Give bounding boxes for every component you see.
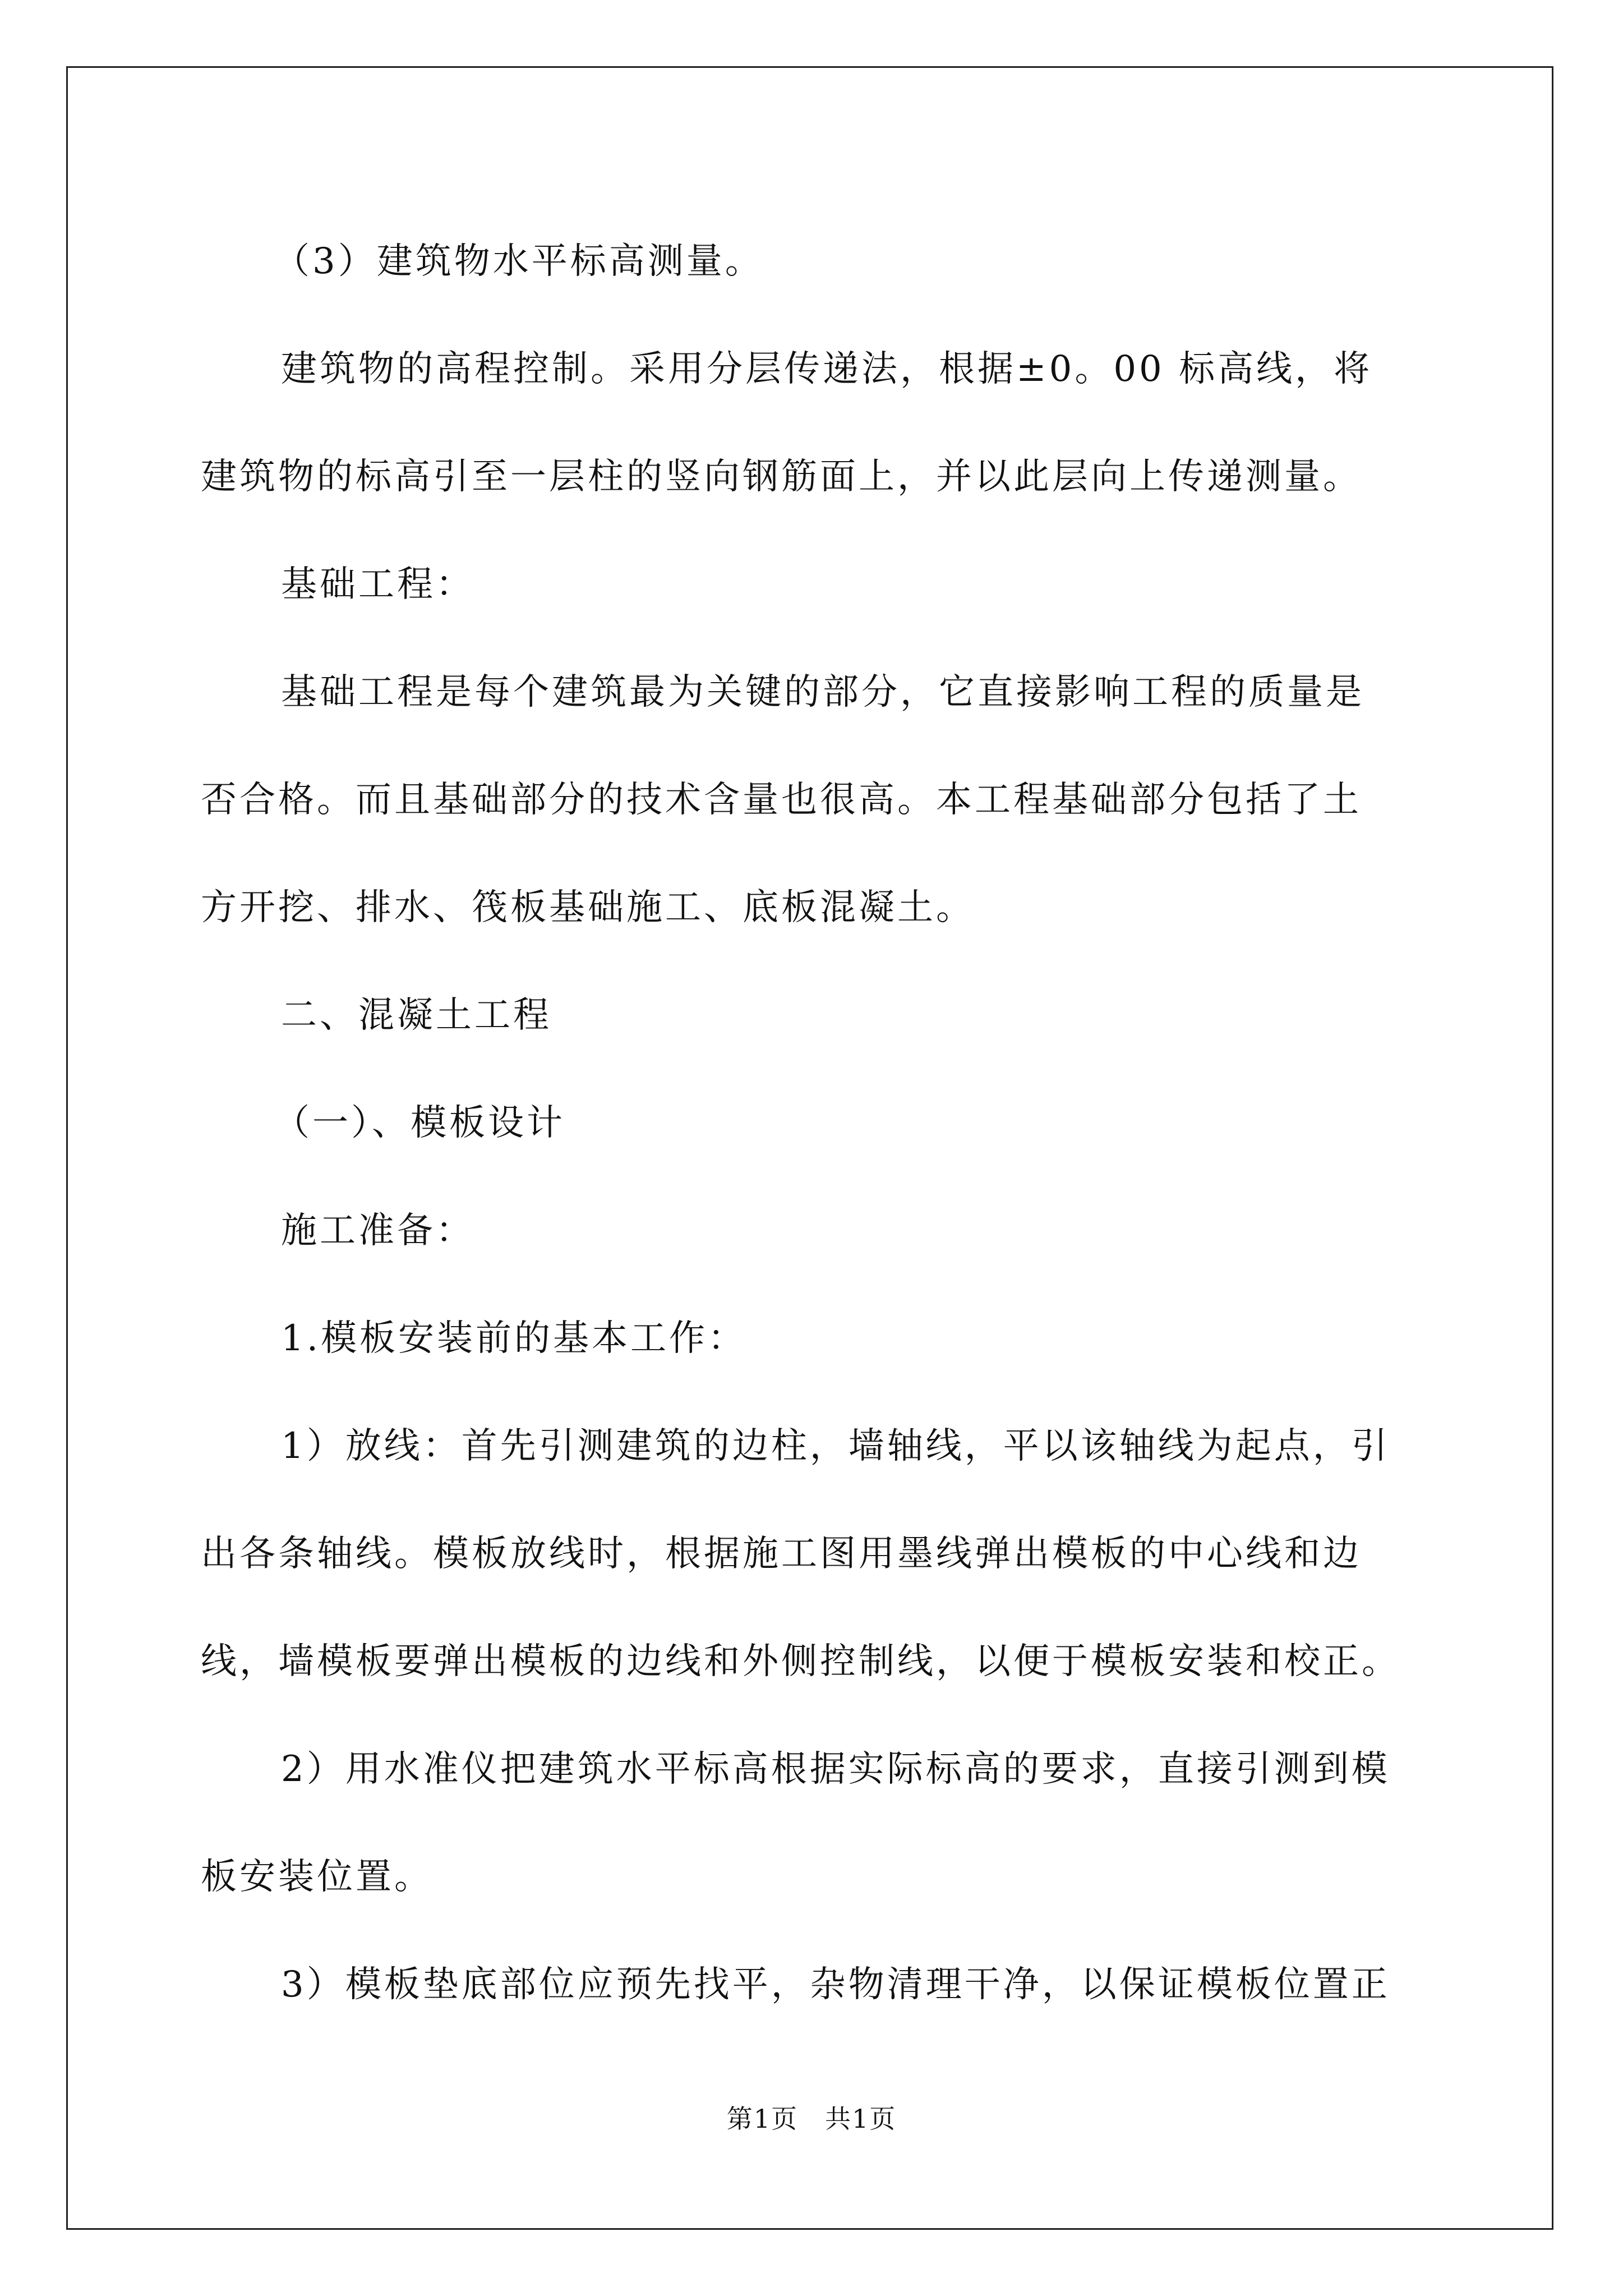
paragraph-line: 出各条轴线。模板放线时，根据施工图用墨线弹出模板的中心线和边	[201, 1533, 1362, 1575]
page-number-footer: 第1页 共1页	[726, 2104, 897, 2134]
section-heading: 二、混凝土工程	[281, 995, 552, 1036]
paragraph-line: 方开挖、排水、筏板基础施工、底板混凝土。	[201, 887, 975, 928]
paragraph-line: 施工准备：	[281, 1210, 474, 1251]
paragraph-line: 3）模板垫底部位应预先找平，杂物清理干净，以保证模板位置正	[281, 1964, 1390, 2005]
paragraph-line: 建筑物的标高引至一层柱的竖向钢筋面上，并以此层向上传递测量。	[201, 456, 1362, 498]
paragraph-line: 1）放线：首先引测建筑的边柱，墙轴线，平以该轴线为起点，引	[281, 1425, 1390, 1467]
paragraph-line: 建筑物的高程控制。采用分层传递法，根据±0。00 标高线，将	[281, 348, 1373, 390]
paragraph-line: （3）建筑物水平标高测量。	[274, 241, 764, 282]
paragraph-line: 否合格。而且基础部分的技术含量也很高。本工程基础部分包括了土	[201, 779, 1362, 821]
paragraph-line: 线，墙模板要弹出模板的边线和外侧控制线，以便于模板安装和校正。	[201, 1641, 1400, 1682]
paragraph-line: 1.模板安装前的基本工作：	[281, 1318, 747, 1359]
document-body	[201, 208, 1435, 2039]
paragraph-line: 板安装位置。	[201, 1856, 433, 1898]
subsection-heading: （一）、模板设计	[274, 1102, 565, 1144]
paragraph-line: 基础工程：	[281, 564, 474, 605]
paragraph-line: 基础工程是每个建筑最为关键的部分，它直接影响工程的质量是	[281, 671, 1364, 713]
paragraph-line: 2）用水准仪把建筑水平标高根据实际标高的要求，直接引测到模	[281, 1749, 1390, 1790]
